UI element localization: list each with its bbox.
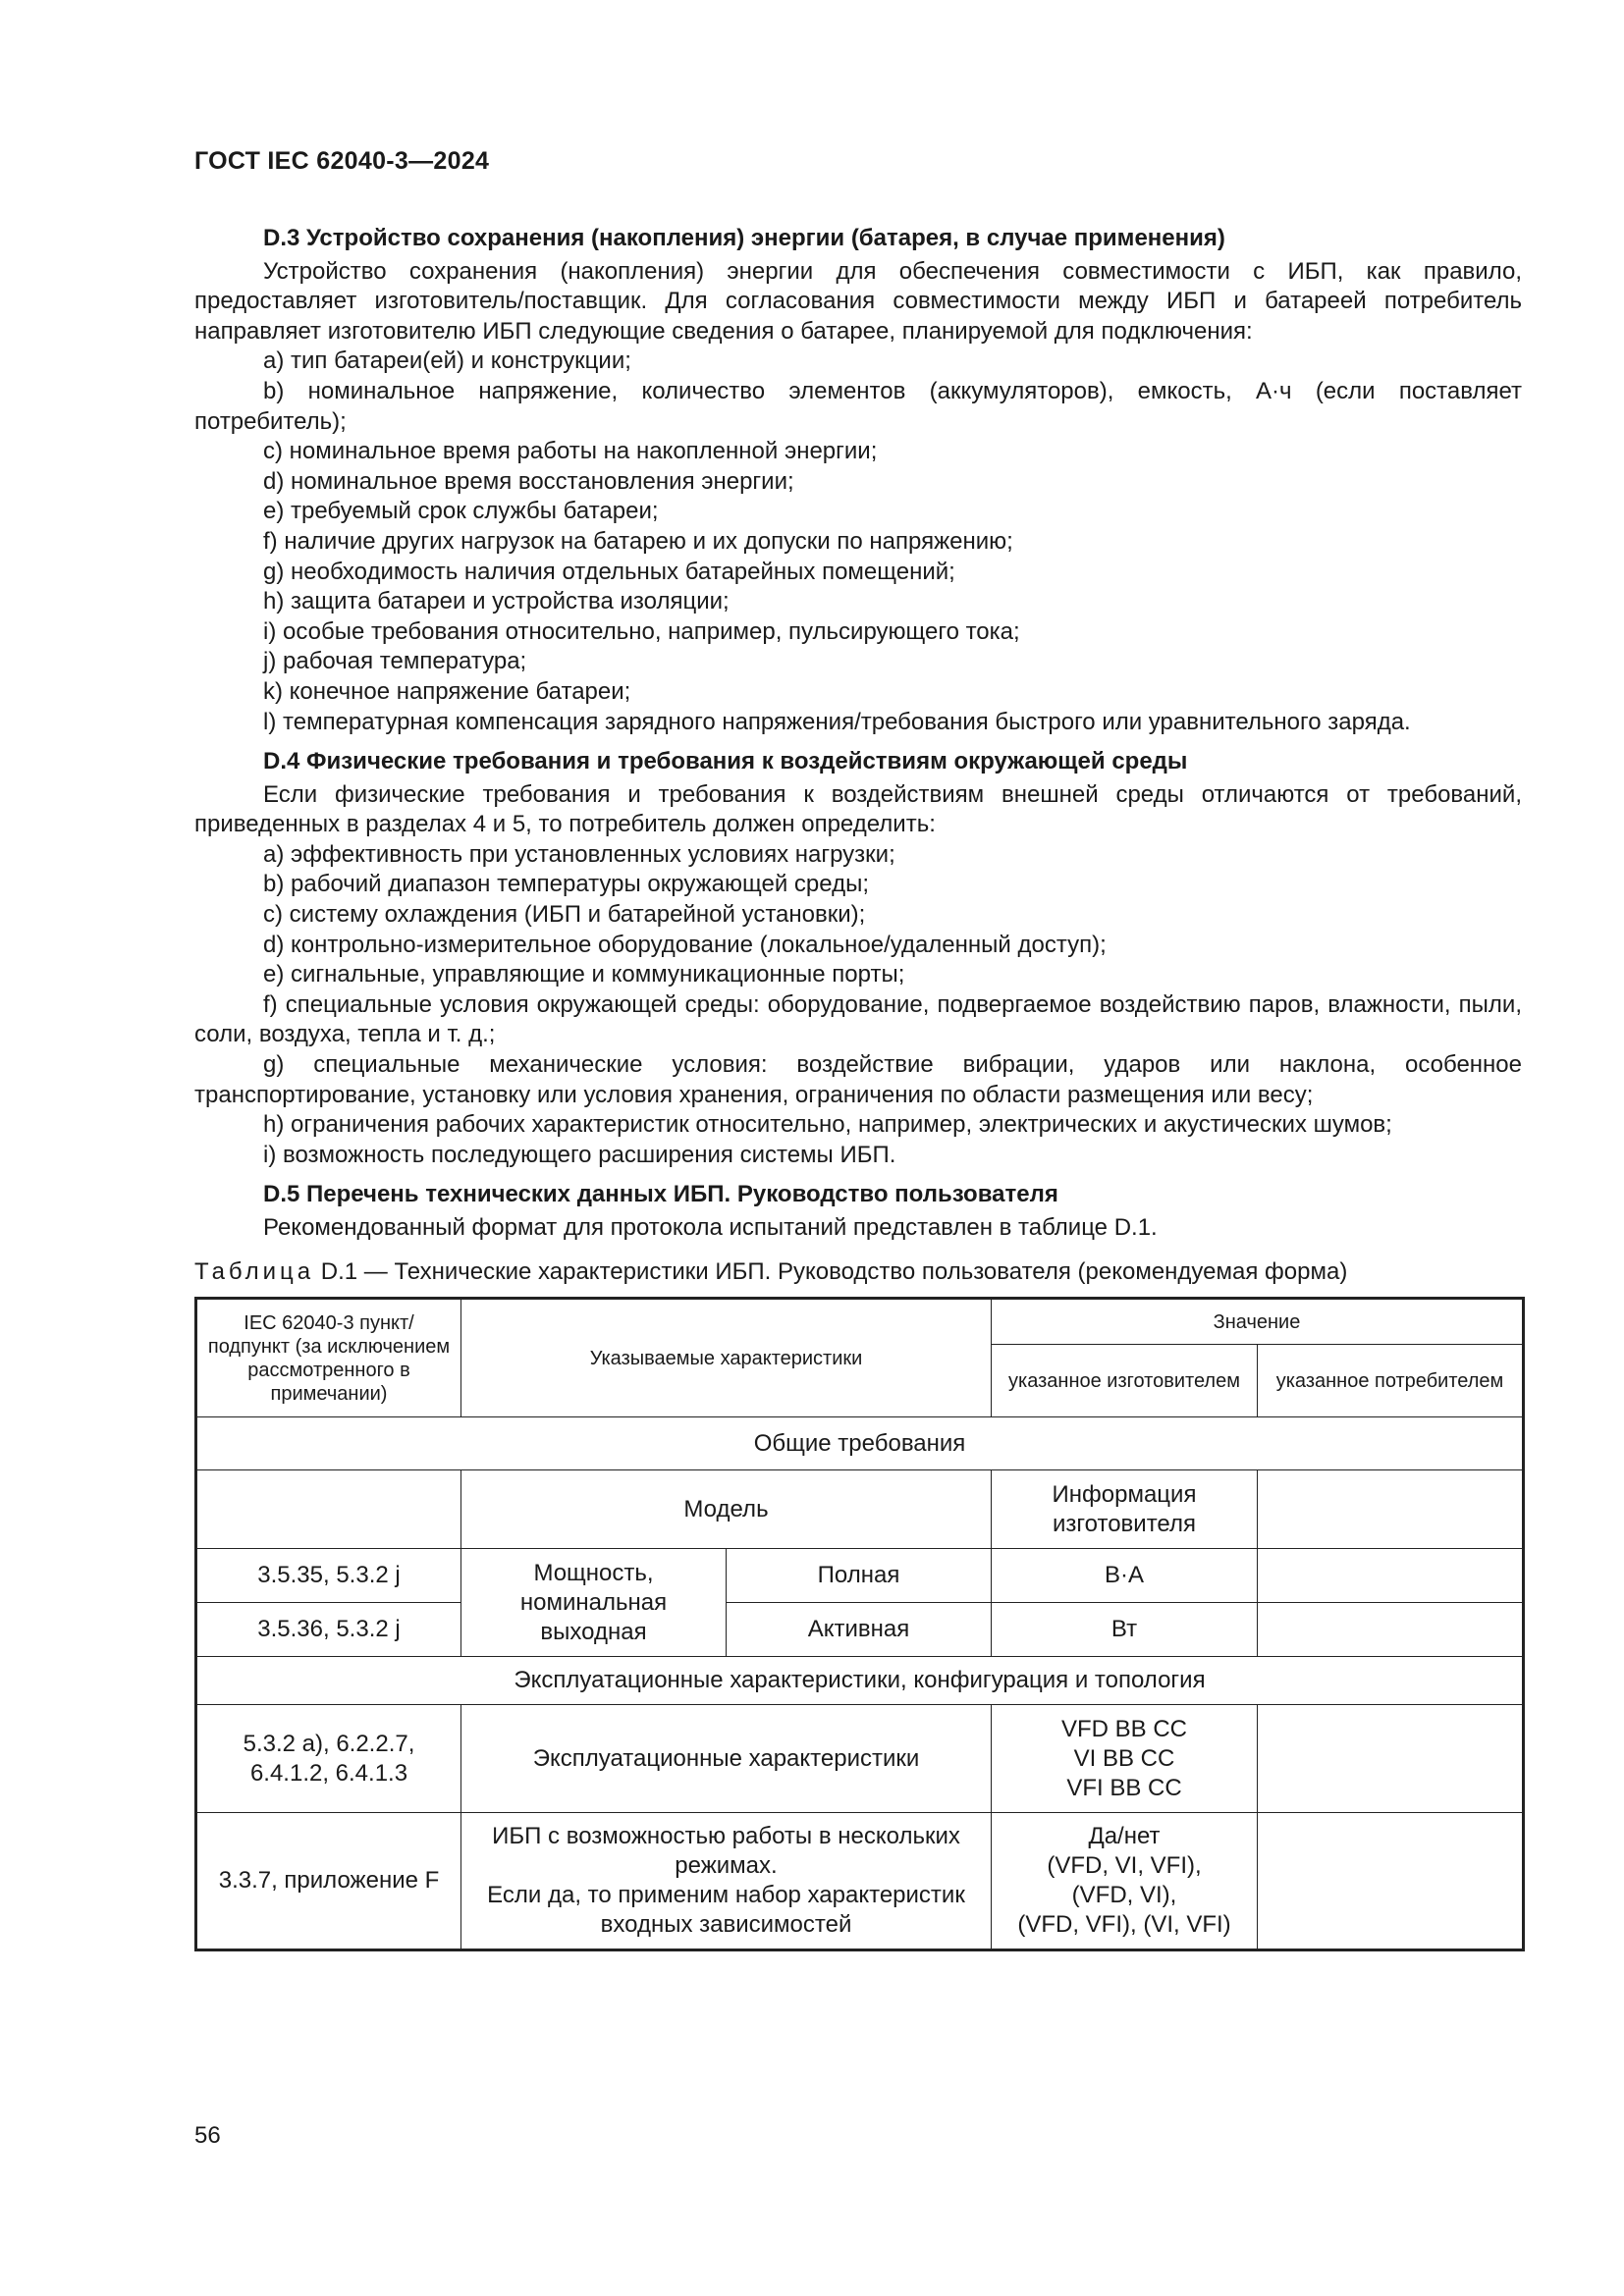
header-value: Значение [992,1299,1524,1345]
cell-clause: 3.5.36, 5.3.2 j [196,1603,461,1657]
cell-operation-label: Эксплуатационные характеристики [461,1705,992,1813]
cell-model-label: Модель [461,1470,992,1549]
section-d3-intro: Устройство сохранения (накопления) энергии для обеспечения совместимости с ИБП, как правило, предоставляет изготовитель/поставщик. Для согласования совместимости между ИБП и батареей потребитель направляет изготовителю ИБП следующие сведения о батарее, планируемой для подключения: [194,257,1522,345]
cell-user [1258,1470,1524,1549]
cell-manufacturer: VFD BB CC VI BB CC VFI BB CC [992,1705,1258,1813]
cell-manufacturer: Да/нет (VFD, VI, VFI), (VFD, VI), (VFD, VFI), (VI, VFI) [992,1813,1258,1950]
cell-power-type: Полная [727,1549,992,1603]
cell-multimode-label: ИБП с возможностью работы в нескольких режимах. Если да, то применим набор характеристик входных зависимостей [461,1813,992,1950]
cell-clause: 3.5.35, 5.3.2 j [196,1549,461,1603]
list-item: i) возможность последующего расширения системы ИБП. [263,1141,896,1168]
header-clause: IEC 62040-3 пункт/ подпункт (за исключением рассмотренного в примечании) [196,1299,461,1417]
list-item: h) защита батареи и устройства изоляции; [263,588,730,615]
cell-clause [196,1470,461,1549]
cell-user [1258,1603,1524,1657]
cell-manufacturer: Информация изготовителя [992,1470,1258,1549]
list-item: g) необходимость наличия отдельных батарейных помещений; [263,558,955,585]
group-row-operation: Эксплуатационные характеристики, конфигурация и топология [196,1657,1524,1705]
cell-power-label: Мощность, номинальная выходная [461,1549,727,1657]
list-item: d) контрольно-измерительное оборудование (локальное/удаленный доступ); [263,931,1107,958]
list-item: f) специальные условия окружающей среды: оборудование, подвергаемое воздействию паров, влажности, пыли, соли, воздуха, тепла и т. д.; [194,990,1522,1048]
page-number: 56 [194,2122,221,2149]
list-item: a) эффективность при установленных условиях нагрузки; [263,840,895,868]
list-item: g) специальные механические условия: воздействие вибрации, ударов или наклона, особенное транспортирование, установку или условия хранения, ограничения по области размещения или весу; [194,1051,1522,1108]
cell-clause: 5.3.2 a), 6.2.2.7, 6.4.1.2, 6.4.1.3 [196,1705,461,1813]
list-item: e) сигнальные, управляющие и коммуникационные порты; [263,961,905,988]
list-item: e) требуемый срок службы батареи; [263,498,659,525]
cell-power-type: Активная [727,1603,992,1657]
cell-user [1258,1813,1524,1950]
table-caption [194,1257,1522,1288]
section-d3-title: D.3 Устройство сохранения (накопления) энергии (батарея, в случае применения) [263,225,1225,251]
list-item: b) рабочий диапазон температуры окружающей среды; [263,871,870,898]
header-by-user: указанное потребителем [1258,1345,1524,1417]
table-caption-label: Таблица [194,1257,315,1285]
cell-manufacturer: Вт [992,1603,1258,1657]
list-item: a) тип батареи(ей) и конструкции; [263,347,631,375]
header-characteristics: Указываемые характеристики [461,1299,992,1417]
cell-clause: 3.3.7, приложение F [196,1813,461,1950]
cell-user [1258,1549,1524,1603]
table-caption-text: D.1 — Технические характеристики ИБП. Руководство пользователя (рекомендуемая форма) [320,1257,1348,1285]
section-d4-title: D.4 Физические требования и требования к воздействиям окружающей среды [263,748,1188,775]
list-item: c) систему охлаждения (ИБП и батарейной установки); [263,901,866,929]
cell-manufacturer: В·А [992,1549,1258,1603]
header-by-manufacturer: указанное изготовителем [992,1345,1258,1417]
list-item: k) конечное напряжение батареи; [263,677,631,705]
list-item: i) особые требования относительно, например, пульсирующего тока; [263,617,1020,645]
section-d5-title: D.5 Перечень технических данных ИБП. Руководство пользователя [263,1181,1058,1208]
group-row-general: Общие требования [196,1417,1524,1470]
list-item: j) рабочая температура; [263,648,527,675]
list-item: h) ограничения рабочих характеристик относительно, например, электрических и акустических шумов; [263,1111,1392,1139]
list-item: c) номинальное время работы на накопленной энергии; [263,438,878,465]
document-code-header: ГОСТ IEC 62040-3—2024 [194,147,490,175]
technical-data-table [194,1297,1525,1951]
cell-user [1258,1705,1524,1813]
list-item: d) номинальное время восстановления энергии; [263,467,794,495]
section-d4-intro: Если физические требования и требования к воздействиям внешней среды отличаются от требований, приведенных в разделах 4 и 5, то потребитель должен определить: [194,780,1522,838]
list-item: f) наличие других нагрузок на батарею и их допуски по напряжению; [263,527,1013,555]
section-d5-intro: Рекомендованный формат для протокола испытаний представлен в таблице D.1. [263,1214,1158,1241]
list-item: b) номинальное напряжение, количество элементов (аккумуляторов), емкость, А·ч (если поставляет потребитель); [194,377,1522,435]
document-body [194,224,1522,1951]
list-item: l) температурная компенсация зарядного напряжения/требования быстрого или уравнительного заряда. [263,708,1411,735]
